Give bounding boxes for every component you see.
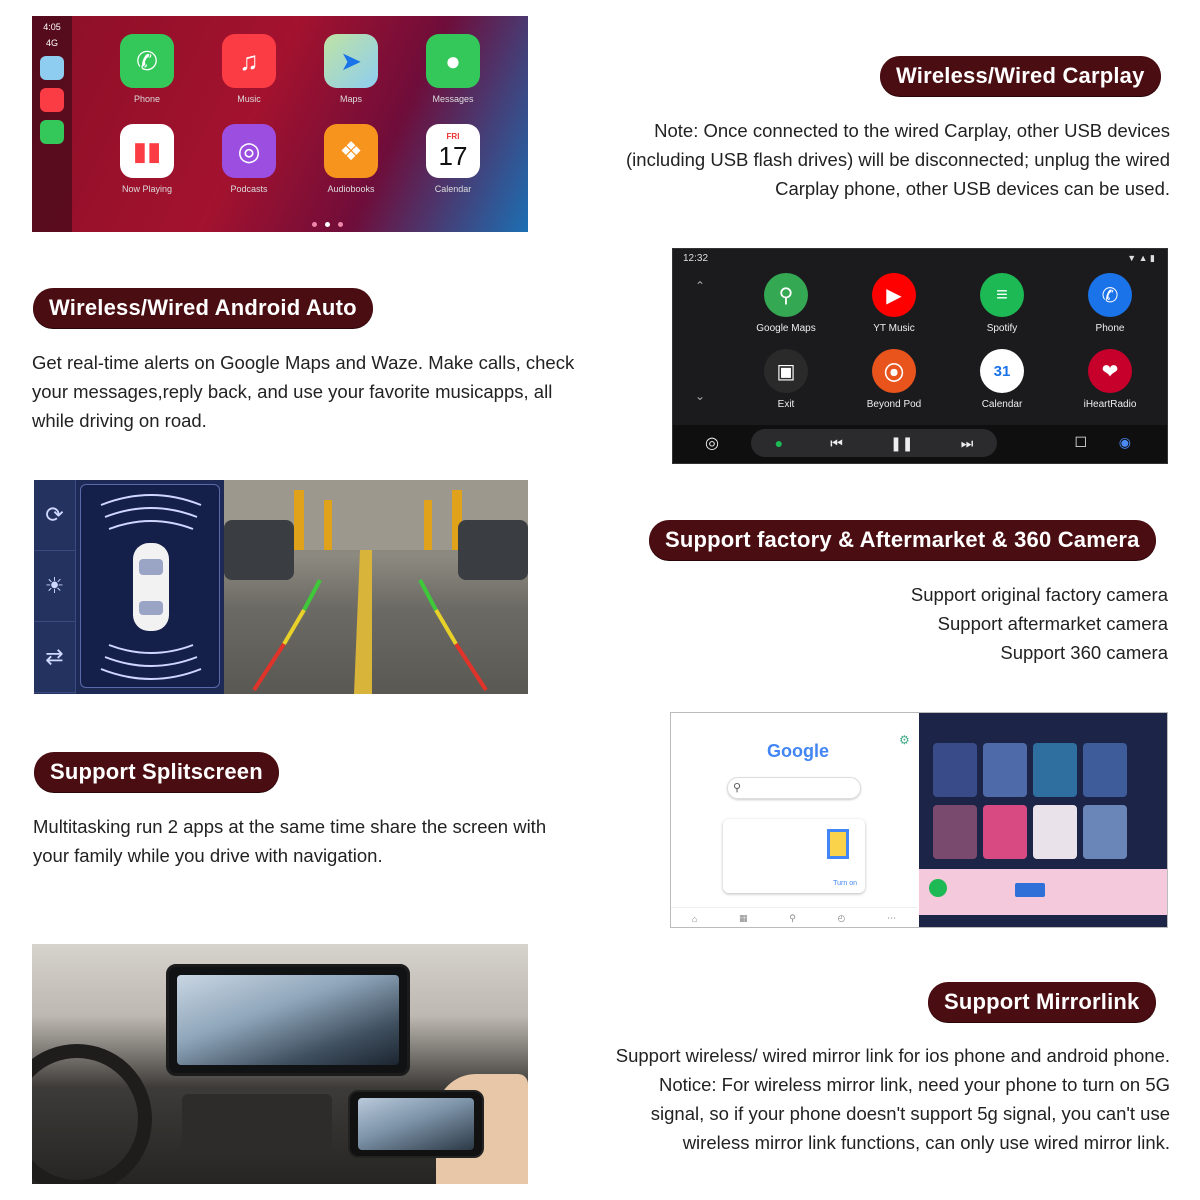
- spotify-icon: ≡: [980, 273, 1024, 317]
- carplay-app-phone[interactable]: [102, 34, 192, 104]
- messages-icon[interactable]: [40, 120, 64, 144]
- note-line: Note: Once connected to the wired Carplay, other USB devices: [654, 120, 1170, 141]
- desc-line: Support original factory camera: [910, 584, 1168, 605]
- phone-icon: ✆: [120, 34, 174, 88]
- more-icon[interactable]: ⋯: [887, 913, 897, 923]
- app-label: Beyond Pod: [866, 399, 922, 410]
- pause-icon[interactable]: ❚❚: [890, 434, 914, 451]
- desc-line: while driving on road.: [32, 410, 207, 431]
- scroll-up-icon[interactable]: ⌃: [695, 279, 706, 293]
- desc-line: Multitasking run 2 apps at the same time share the screen with: [33, 816, 547, 837]
- calendar-day: FRI: [446, 132, 460, 141]
- microphone-icon[interactable]: ◉: [1118, 434, 1131, 450]
- steering-wheel: [32, 1044, 152, 1184]
- carplay-note: [626, 116, 1170, 203]
- camera-toolbar: [34, 480, 76, 694]
- music-icon: ♫: [222, 34, 276, 88]
- mirrorlink-photo: [32, 944, 528, 1184]
- calendar-icon: [426, 124, 480, 178]
- card-illustration: [827, 829, 849, 859]
- install-button[interactable]: [1015, 883, 1045, 897]
- camera-title: Support factory & Aftermarket & 360 Camera: [649, 520, 1156, 560]
- app-label: Exit: [777, 399, 795, 410]
- iheartradio-icon: ❤: [1088, 349, 1132, 393]
- app-label: YT Music: [873, 323, 915, 334]
- calendar-icon: [980, 349, 1024, 393]
- splitscreen-screenshot: [670, 712, 1168, 928]
- carplay-app-music[interactable]: [204, 34, 294, 104]
- maps-icon[interactable]: [40, 56, 64, 80]
- car-icon: ▣: [764, 349, 808, 393]
- carplay-title: Wireless/Wired Carplay: [880, 56, 1161, 96]
- aa-app-google-maps[interactable]: [741, 273, 831, 334]
- info-card: [723, 819, 865, 893]
- app-label: Phone: [1095, 323, 1125, 334]
- media-player: [751, 429, 997, 457]
- beyond-pod-icon: ⦿: [872, 349, 916, 393]
- app-label: Maps: [339, 94, 362, 104]
- carplay-app-maps[interactable]: [306, 34, 396, 104]
- card-link[interactable]: Turn on: [833, 880, 857, 887]
- aa-app-yt-music[interactable]: [849, 273, 939, 334]
- desc-line: wireless mirror link functions, can only use wired mirror link.: [682, 1132, 1170, 1153]
- music-icon[interactable]: [40, 88, 64, 112]
- album-tile[interactable]: [1033, 805, 1077, 859]
- album-tile[interactable]: [1033, 743, 1077, 797]
- desc-line: your messages,reply back, and use your favorite musicapps, all: [32, 381, 553, 402]
- desc-line: your family while you drive with navigation.: [33, 845, 383, 866]
- rear-camera-view: [224, 480, 528, 694]
- desc-line: Get real-time alerts on Google Maps and Waze. Make calls, check: [32, 352, 575, 373]
- parking-sensor-graphic: [81, 485, 221, 689]
- mirrorlink-title: Support Mirrorlink: [928, 982, 1156, 1022]
- collections-icon[interactable]: ▦: [739, 913, 748, 923]
- carplay-app-podcasts[interactable]: [204, 124, 294, 194]
- album-tile[interactable]: [933, 805, 977, 859]
- note-line: (including USB flash drives) will be disconnected; unplug the wired: [626, 149, 1170, 170]
- album-tile[interactable]: [1083, 743, 1127, 797]
- app-label: iHeartRadio: [1083, 399, 1137, 410]
- carplay-sidebar: [32, 16, 72, 232]
- audiobooks-icon: ❖: [324, 124, 378, 178]
- desc-line: signal, so if your phone doesn't support 5g signal, you can't use: [650, 1103, 1170, 1124]
- maps-icon: ➤: [324, 34, 378, 88]
- note-line: Carplay phone, other USB devices can be used.: [775, 178, 1170, 199]
- splitscreen-title: Support Splitscreen: [34, 752, 279, 792]
- camera-screenshot: [34, 480, 528, 694]
- app-label: Podcasts: [230, 184, 268, 194]
- album-tile[interactable]: [983, 743, 1027, 797]
- brightness-icon[interactable]: ☀: [34, 551, 75, 622]
- album-tile[interactable]: [1083, 805, 1127, 859]
- album-tile[interactable]: [983, 805, 1027, 859]
- home-icon[interactable]: ◎: [705, 435, 719, 452]
- car-top-view: [133, 543, 169, 631]
- carplay-app-calendar[interactable]: [408, 124, 498, 194]
- spotify-icon[interactable]: ●: [774, 435, 784, 451]
- android-auto-bottom-bar: [673, 425, 1167, 463]
- spotify-pane: [919, 713, 1168, 928]
- search-icon[interactable]: ⚲: [789, 913, 796, 923]
- carplay-app-now-playing[interactable]: [102, 124, 192, 194]
- calendar-date: 31: [993, 362, 1011, 380]
- carplay-app-audiobooks[interactable]: [306, 124, 396, 194]
- rotate-icon[interactable]: ⟳: [34, 480, 75, 551]
- desc-line: Support 360 camera: [1000, 642, 1168, 663]
- carplay-signal: 4G: [45, 38, 58, 48]
- aa-app-spotify[interactable]: [957, 273, 1047, 334]
- app-label: Google Maps: [756, 323, 816, 334]
- search-input[interactable]: [727, 777, 861, 799]
- app-label: Messages: [432, 94, 474, 104]
- mirrorlink-desc: [616, 1041, 1170, 1157]
- desc-line: Notice: For wireless mirror link, need your phone to turn on 5G: [658, 1074, 1170, 1095]
- desc-line: Support aftermarket camera: [937, 613, 1168, 634]
- google-search-pane: [671, 713, 917, 928]
- settings-icon[interactable]: ⇄: [34, 622, 75, 693]
- calendar-date: 17: [438, 141, 468, 171]
- carplay-screenshot: [32, 16, 528, 232]
- 360-view: [80, 484, 220, 688]
- aa-app-exit[interactable]: [741, 349, 831, 410]
- desc-line: Support wireless/ wired mirror link for ios phone and android phone.: [615, 1045, 1170, 1066]
- aa-app-phone[interactable]: [1065, 273, 1155, 334]
- yt-music-icon: ▶: [872, 273, 916, 317]
- android-auto-desc: [32, 348, 574, 435]
- camera-desc: [911, 580, 1168, 667]
- next-icon[interactable]: ⏭: [960, 434, 974, 451]
- splitscreen-desc: [33, 812, 546, 870]
- android-auto-time: 12:32: [683, 253, 709, 264]
- spotify-icon: [929, 879, 947, 897]
- aa-app-calendar[interactable]: [957, 349, 1047, 410]
- phone-icon: ✆: [1088, 273, 1132, 317]
- app-label: Spotify: [986, 323, 1018, 334]
- promo-banner: [919, 869, 1168, 915]
- now-playing-icon: ▮▮: [120, 124, 174, 178]
- aa-app-iheartradio[interactable]: [1065, 349, 1155, 410]
- settings-icon[interactable]: ⚙: [899, 733, 910, 747]
- bell-icon[interactable]: ☐: [1074, 434, 1087, 450]
- previous-icon[interactable]: ⏮: [830, 434, 843, 451]
- app-label: Calendar: [981, 399, 1023, 410]
- status-icons: ▼ ▲ ▮: [1127, 253, 1155, 263]
- carplay-app-messages[interactable]: [408, 34, 498, 104]
- android-auto-title: Wireless/Wired Android Auto: [33, 288, 373, 328]
- album-tile[interactable]: [933, 743, 977, 797]
- messages-icon: ●: [426, 34, 480, 88]
- aa-app-beyond-pod[interactable]: [849, 349, 939, 410]
- app-label: Phone: [133, 94, 161, 104]
- page-dots: [308, 214, 347, 232]
- dashboard-vents: [182, 1094, 332, 1150]
- google-logo: Google: [767, 741, 829, 761]
- bottom-nav: [671, 907, 917, 928]
- car-display: [166, 964, 410, 1076]
- search-icon: ⚲: [733, 782, 742, 794]
- app-label: Music: [237, 94, 261, 104]
- app-label: Now Playing: [121, 184, 173, 194]
- android-auto-screenshot: [672, 248, 1168, 464]
- google-maps-icon: ⚲: [764, 273, 808, 317]
- home-icon[interactable]: ⌂: [691, 913, 698, 924]
- phone-device: [348, 1090, 484, 1158]
- scroll-down-icon[interactable]: ⌄: [695, 389, 706, 403]
- carplay-time: 4:05: [43, 22, 61, 32]
- app-label: Audiobooks: [327, 184, 375, 194]
- podcasts-icon: ◎: [222, 124, 276, 178]
- recent-icon[interactable]: ◴: [837, 913, 846, 923]
- parking-guidelines: [224, 480, 528, 694]
- app-label: Calendar: [434, 184, 472, 194]
